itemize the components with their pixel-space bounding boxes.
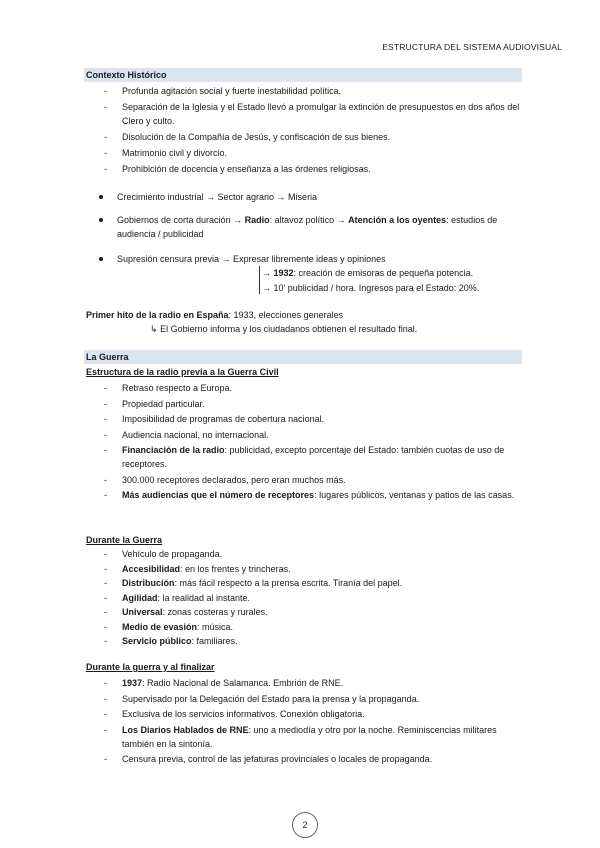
list-item: - Disolución de la Compañía de Jesús, y confiscación de sus bienes. [104, 132, 391, 142]
list-item: - Censura previa, control de las jefaturas provinciales o locales de propaganda. [104, 754, 433, 764]
list-item: - Los Diarios Hablados de RNE: uno a mediodía y otro por la noche. Reminiscencias militares también en la sintonía. [104, 724, 497, 749]
list-item: - Separación de la Iglesia y el Estado llevó a promulgar la extinción de presupuestos en dos años del Clero y culto. [104, 102, 520, 126]
list-item: - 1937: Radio Nacional de Salamanca. Embrión de RNE. [104, 678, 344, 688]
list-item: - Profunda agitación social y fuerte inestabilidad política. [104, 86, 342, 96]
list-item: - Imposibilidad de programas de cobertura nacional. [104, 414, 325, 424]
primer-hito-sub: ↳ El Gobierno informa y los ciudadanos obtienen el resultado final. [150, 324, 418, 334]
contexto-dash-list [104, 84, 524, 176]
estructura-list [104, 381, 524, 502]
list-item: Gobiernos de corta duración → Radio: altavoz político → Atención a los oyentes: estudios de audiencia / publicidad [114, 213, 524, 241]
list-item: - Accesibilidad: en los frentes y trincheras. [104, 563, 291, 574]
list-item: - Retraso respecto a Europa. [104, 383, 233, 393]
list-item: - Vehículo de propaganda. [104, 549, 223, 559]
contexto-bullet-1 [114, 190, 524, 204]
primer-hito: Primer hito de la radio en España: 1933, elecciones generales [86, 310, 344, 320]
list-item: - Agilidad: la realidad al instante. [104, 592, 251, 603]
sub-item-publicidad: → 10’ publicidad / hora. Ingresos para el Estado: 20%. [262, 283, 480, 293]
list-item: - Prohibición de docencia y enseñanza a las órdenes religiosas. [104, 164, 371, 174]
list-item: - Matrimonio civil y divorcio. [104, 148, 228, 158]
contexto-bullet-3 [114, 252, 524, 266]
list-item: - Financiación de la radio: publicidad, excepto porcentaje del Estado: también cuotas de uso de receptores. [104, 445, 505, 469]
list-item: Supresión censura previa → Expresar libremente ideas y opiniones [114, 252, 524, 266]
list-item: - Medio de evasión: música. [104, 621, 234, 632]
list-item: - Audiencia nacional, no internacional. [104, 429, 269, 440]
page-number: 2 [292, 812, 318, 838]
finalizar-list [104, 676, 524, 766]
list-item: - Propiedad particular. [104, 398, 205, 409]
corner-arrow-icon: ↳ [150, 324, 158, 334]
section-heading-contexto: Contexto Histórico [84, 68, 522, 82]
list-item: - Supervisado por la Delegación del Estado para la prensa y la propaganda. [104, 693, 420, 704]
contexto-bullet-2 [114, 213, 524, 241]
list-item: - Universal: zonas costeras y rurales. [104, 607, 268, 617]
list-item: - Exclusiva de los servicios informativos. Conexión obligatoria. [104, 709, 365, 719]
list-item: Crecimiento industrial → Sector agrario → Miseria [114, 190, 524, 204]
subheading-estructura: Estructura de la radio previa a la Guerra Civil [86, 367, 279, 377]
list-item: - Servicio público: familiares. [104, 636, 238, 646]
sub-item-1932: → 1932: creación de emisoras de pequeña potencia. [262, 268, 474, 278]
list-item: - Distribución: más fácil respecto a la prensa escrita. Tiranía del papel. [104, 578, 403, 588]
running-header: ESTRUCTURA DEL SISTEMA AUDIOVISUAL [382, 42, 562, 52]
bracket-line [259, 266, 260, 294]
durante-list [104, 547, 524, 648]
subheading-durante: Durante la Guerra [86, 535, 163, 545]
section-heading-guerra: La Guerra [84, 350, 522, 364]
list-item: - 300.000 receptores declarados, pero eran muchos más. [104, 474, 346, 485]
subheading-finalizar: Durante la guerra y al finalizar [86, 662, 215, 672]
list-item: - Más audiencias que el número de receptores: lugares públicos, ventanas y patios de las casas. [104, 490, 515, 500]
